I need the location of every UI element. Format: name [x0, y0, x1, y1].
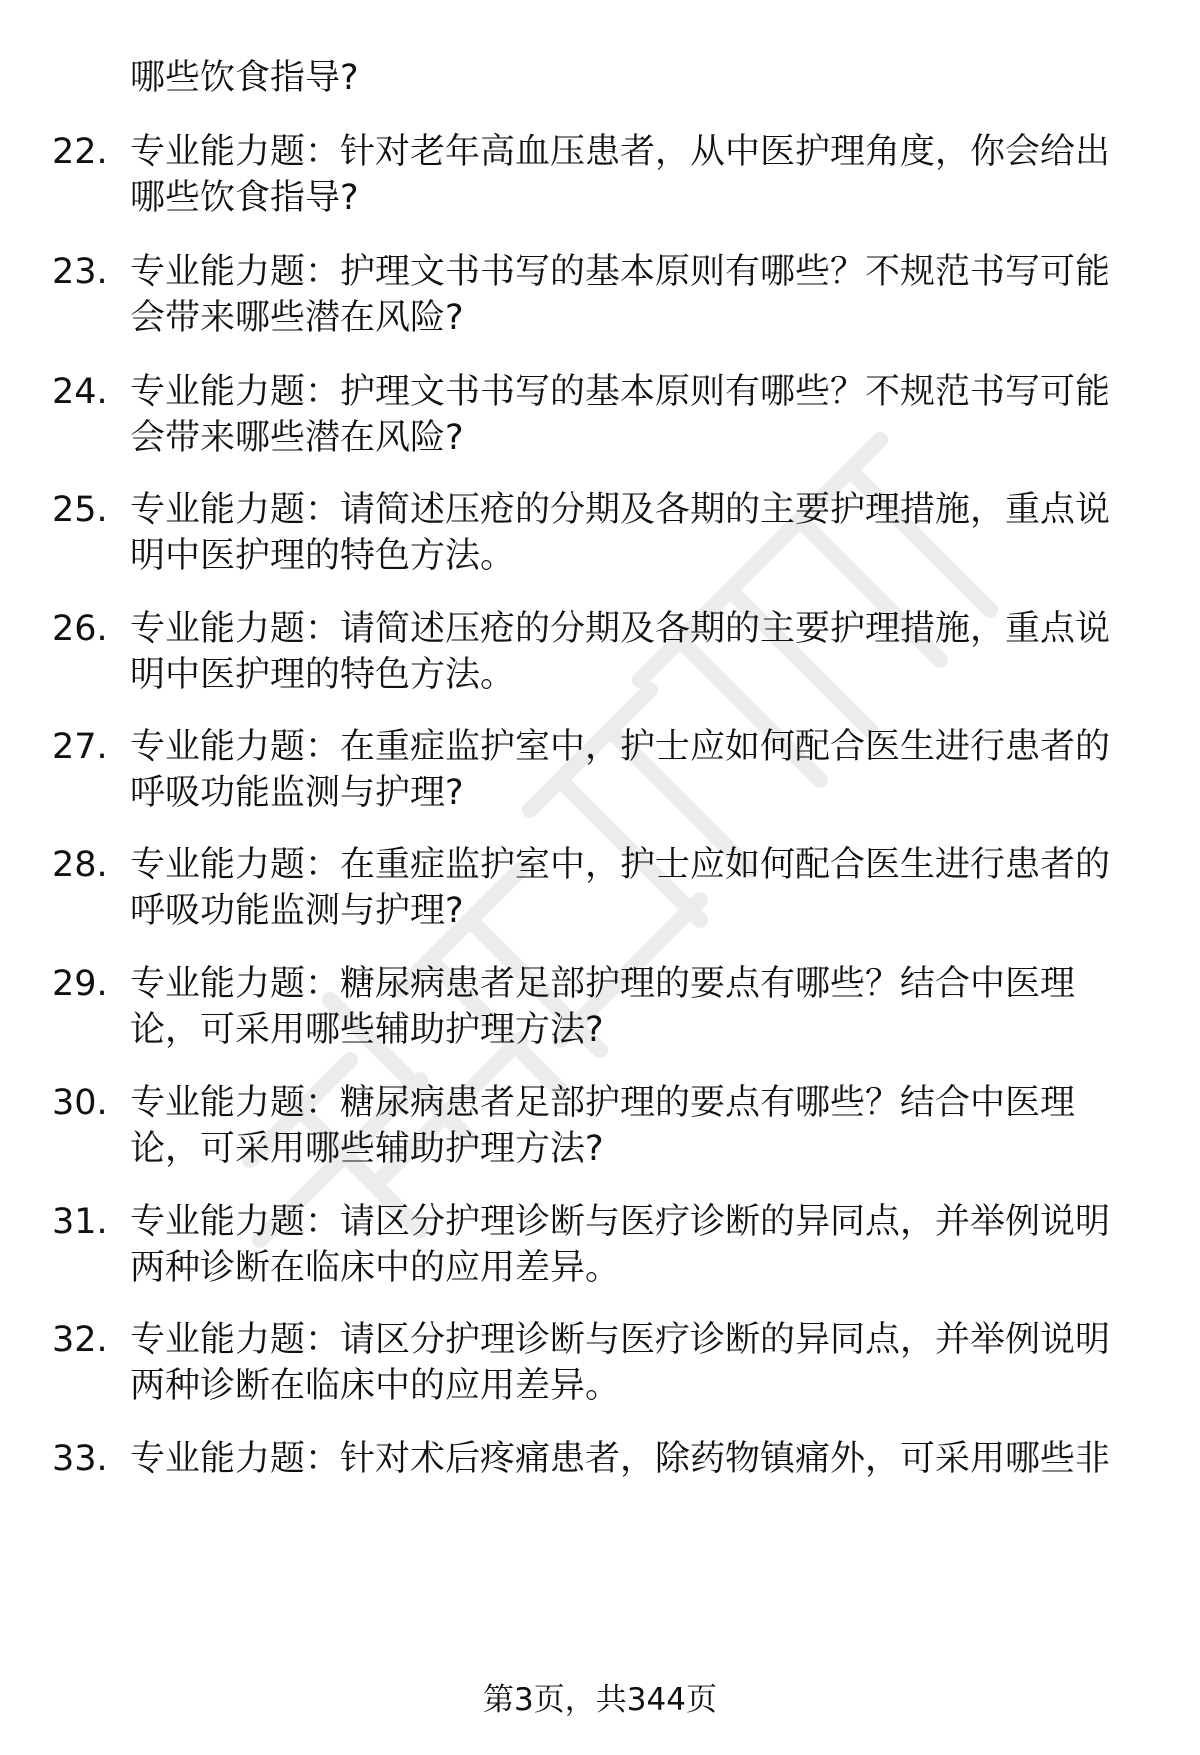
question-text-line2: 哪些饮食指导? — [130, 178, 359, 218]
page-footer: 第3页，共344页 — [483, 1682, 717, 1718]
question-text-line1: 专业能力题：在重症监护室中，护士应如何配合医生进行患者的 — [130, 845, 1111, 885]
question-text-line1: 专业能力题：针对术后疼痛患者，除药物镇痛外，可采用哪些非 — [130, 1439, 1111, 1479]
question-text-line1: 专业能力题：护理文书书写的基本原则有哪些？不规范书写可能 — [130, 252, 1111, 292]
question-item-28 — [0, 843, 1200, 943]
question-number: 26. — [52, 609, 108, 649]
question-number: 25. — [52, 490, 108, 530]
question-item-24 — [0, 370, 1200, 470]
question-text-line1: 专业能力题：在重症监护室中，护士应如何配合医生进行患者的 — [130, 727, 1111, 767]
question-text-line1: 专业能力题：请区分护理诊断与医疗诊断的异同点，并举例说明 — [130, 1320, 1111, 1360]
question-text-line1: 专业能力题：糖尿病患者足部护理的要点有哪些？结合中医理 — [130, 964, 1076, 1004]
question-text-line2: 呼吸功能监测与护理? — [130, 773, 464, 813]
question-item-27 — [0, 725, 1200, 825]
question-item-26 — [0, 607, 1200, 707]
continuation-line: 哪些饮食指导? — [130, 58, 359, 98]
question-number: 24. — [52, 372, 108, 412]
question-number: 31. — [52, 1202, 108, 1242]
question-item-23 — [0, 250, 1200, 350]
question-text-line1: 专业能力题：糖尿病患者足部护理的要点有哪些？结合中医理 — [130, 1083, 1076, 1123]
question-text-line2: 两种诊断在临床中的应用差异。 — [130, 1366, 621, 1406]
question-number: 30. — [52, 1083, 108, 1123]
question-number: 33. — [52, 1439, 108, 1479]
question-item-31 — [0, 1200, 1200, 1300]
question-number: 22. — [52, 132, 108, 172]
question-text-line1: 专业能力题：针对老年高血压患者，从中医护理角度，你会给出 — [130, 132, 1111, 172]
question-number: 29. — [52, 964, 108, 1004]
question-number: 28. — [52, 845, 108, 885]
question-text-line1: 专业能力题：请简述压疮的分期及各期的主要护理措施，重点说 — [130, 609, 1111, 649]
question-text-line2: 呼吸功能监测与护理? — [130, 891, 464, 931]
question-text-line2: 会带来哪些潜在风险? — [130, 298, 464, 338]
question-item-22 — [0, 130, 1200, 230]
question-item-29 — [0, 962, 1200, 1062]
question-item-32 — [0, 1318, 1200, 1418]
question-text-line2: 明中医护理的特色方法。 — [130, 655, 516, 695]
question-number: 32. — [52, 1320, 108, 1360]
question-item-25 — [0, 488, 1200, 588]
question-number: 27. — [52, 727, 108, 767]
question-item-30 — [0, 1081, 1200, 1181]
question-text-line2: 会带来哪些潜在风险? — [130, 418, 464, 458]
question-text-line2: 两种诊断在临床中的应用差异。 — [130, 1248, 621, 1288]
question-text-line2: 论，可采用哪些辅助护理方法? — [130, 1010, 604, 1050]
question-text-line1: 专业能力题：护理文书书写的基本原则有哪些？不规范书写可能 — [130, 372, 1111, 412]
question-text-line1: 专业能力题：请区分护理诊断与医疗诊断的异同点，并举例说明 — [130, 1202, 1111, 1242]
question-item-33 — [0, 1437, 1200, 1537]
question-number: 23. — [52, 252, 108, 292]
question-text-line2: 论，可采用哪些辅助护理方法? — [130, 1129, 604, 1169]
question-text-line2: 明中医护理的特色方法。 — [130, 536, 516, 576]
question-text-line1: 专业能力题：请简述压疮的分期及各期的主要护理措施，重点说 — [130, 490, 1111, 530]
